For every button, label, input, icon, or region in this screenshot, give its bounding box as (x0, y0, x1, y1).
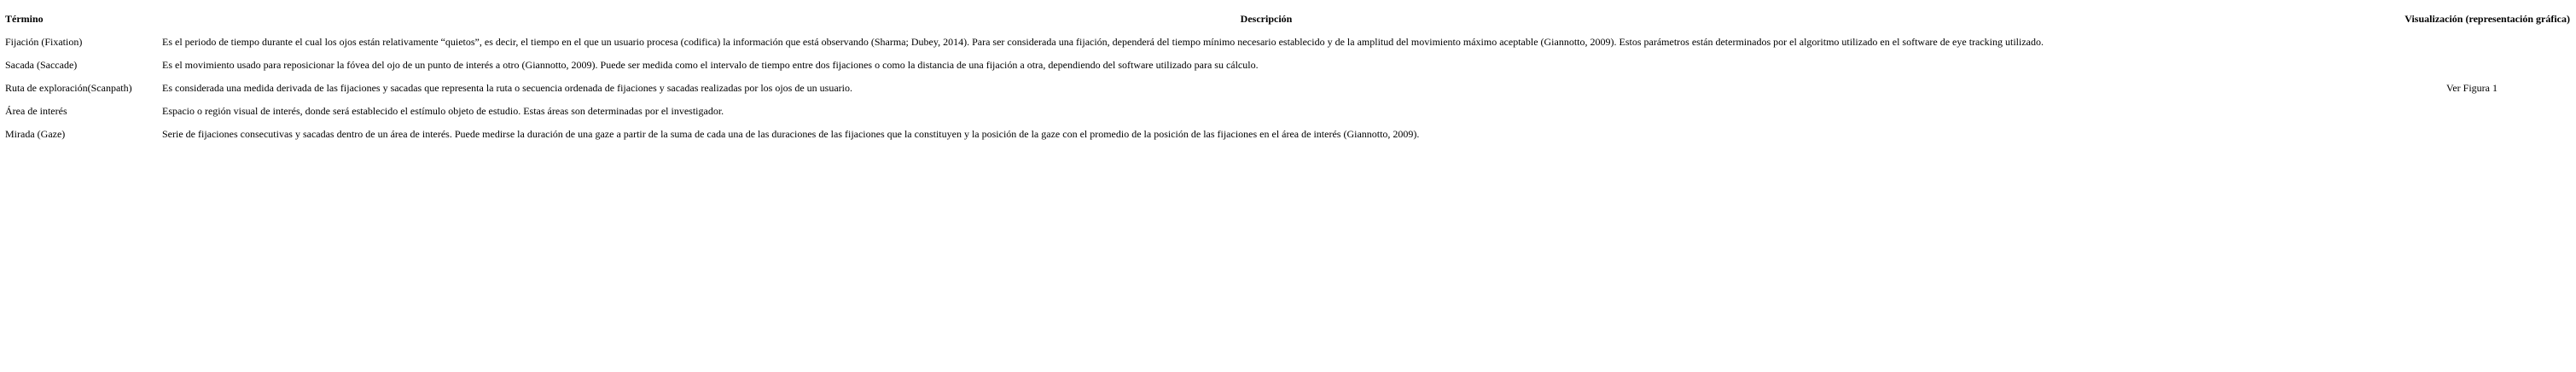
table-row (3, 31, 2572, 54)
term-cell: Fijación (Fixation) (5, 36, 83, 48)
visualization-cell: Ver Figura 1 (2446, 82, 2497, 94)
document-page (0, 0, 2576, 146)
header-description: Descripción (1240, 13, 1293, 25)
table-row (3, 123, 2572, 146)
term-cell: Área de interés (5, 105, 67, 117)
term-cell: Ruta de exploración(Scanpath) (5, 82, 132, 94)
table-row (3, 100, 2572, 123)
description-cell: Es el movimiento usado para reposicionar la fóvea del ojo de un punto de interés a otro (Giannotto, 2009). Puede ser medida como el intervalo de tiempo entre dos fijaciones o como la distancia de una fijación a otra, dependiendo del software utilizado para su cálculo. (162, 59, 1259, 71)
term-cell: Mirada (Gaze) (5, 128, 66, 140)
description-cell: Espacio o región visual de interés, donde será establecido el estímulo objeto de estudio. Estas áreas son determinadas por el investigador. (162, 105, 724, 117)
description-cell: Serie de fijaciones consecutivas y sacadas dentro de un área de interés. Puede medirse la duración de una gaze a partir de la suma de cada una de las duraciones de las fijaciones que la constituyen y la posición de la gaze con el promedio de la posición de las fijaciones en el área de interés (Giannotto, 2009). (162, 128, 1420, 140)
header-term: Término (5, 13, 44, 25)
description-cell: Es considerada una medida derivada de las fijaciones y sacadas que representa la ruta o secuencia ordenada de fijaciones y sacadas realizadas por los ojos de un usuario. (162, 82, 852, 94)
table-row (3, 77, 2572, 100)
term-cell: Sacada (Saccade) (5, 59, 78, 71)
description-cell: Es el periodo de tiempo durante el cual los ojos están relativamente “quietos”, es decir, el tiempo en el que un usuario procesa (codifica) la información que está observando (Sharma; Dubey, 2014). Para ser considerada una fijación, dependerá del tiempo mínimo necesario establecido y de la amplitud del movimiento máximo aceptable (Giannotto, 2009). Estos parámetros están determinados por el algoritmo utilizado en el software de eye tracking utilizado. (162, 36, 2044, 48)
eye-tracking-terms-table (3, 8, 2572, 146)
table-header-row (3, 8, 2572, 31)
table-row (3, 54, 2572, 77)
header-visualization: Visualización (representación gráfica) (2404, 13, 2570, 25)
